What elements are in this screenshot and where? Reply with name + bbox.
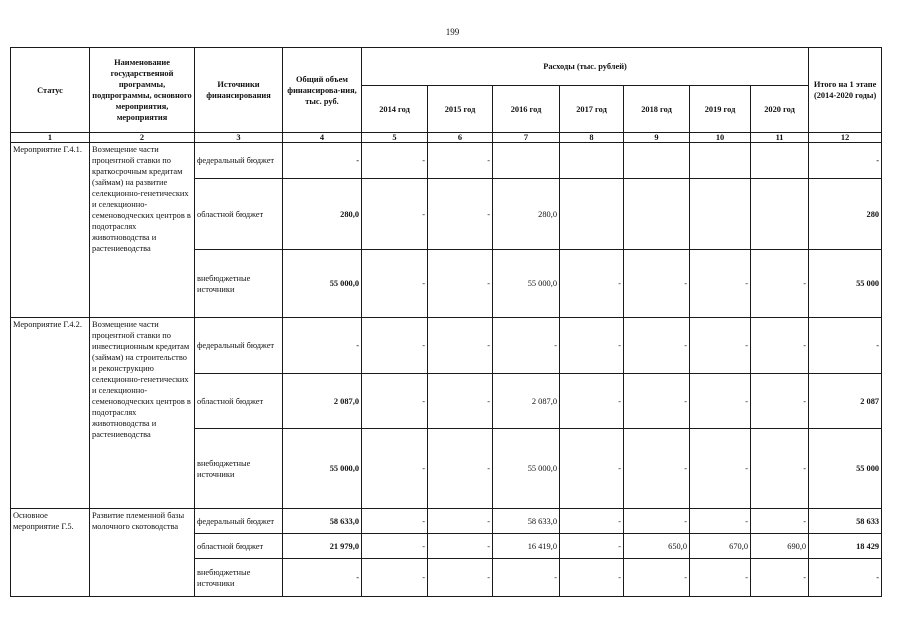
column-number: 5	[362, 133, 428, 143]
year-cell	[493, 143, 560, 179]
year-cell: -	[560, 250, 624, 318]
source-cell: федеральный бюджет	[195, 318, 283, 374]
column-number: 2	[90, 133, 195, 143]
year-cell: 55 000,0	[493, 429, 560, 509]
year-cell: -	[624, 250, 690, 318]
stage-total-cell: 55 000	[809, 429, 882, 509]
table-row	[11, 143, 882, 179]
year-cell: 16 419,0	[493, 534, 560, 559]
header-year: 2014 год	[362, 86, 428, 133]
header-year: 2020 год	[751, 86, 809, 133]
year-cell: -	[624, 429, 690, 509]
year-cell: -	[428, 318, 493, 374]
year-cell	[751, 143, 809, 179]
year-cell	[690, 179, 751, 250]
year-cell: -	[362, 250, 428, 318]
source-cell: областной бюджет	[195, 179, 283, 250]
year-cell: 55 000,0	[493, 250, 560, 318]
status-cell: Основное мероприятие Г.5.	[11, 509, 90, 597]
source-cell: федеральный бюджет	[195, 509, 283, 534]
name-cell: Развитие племенной базы молочного скотоводства	[90, 509, 195, 597]
year-cell: -	[751, 250, 809, 318]
column-number: 10	[690, 133, 751, 143]
source-cell: внебюджетные источники	[195, 429, 283, 509]
column-number: 8	[560, 133, 624, 143]
header-year: 2016 год	[493, 86, 560, 133]
total-cell: 2 087,0	[283, 374, 362, 429]
stage-total-cell: -	[809, 143, 882, 179]
header-year: 2019 год	[690, 86, 751, 133]
year-cell: -	[690, 318, 751, 374]
total-cell: -	[283, 559, 362, 597]
stage-total-cell: -	[809, 318, 882, 374]
year-cell: -	[690, 509, 751, 534]
year-cell: -	[362, 534, 428, 559]
year-cell: -	[751, 318, 809, 374]
year-cell: -	[624, 374, 690, 429]
column-number: 4	[283, 133, 362, 143]
year-cell: 280,0	[493, 179, 560, 250]
header-status: Статус	[11, 48, 90, 133]
year-cell: -	[560, 374, 624, 429]
header-sources: Источники финансирования	[195, 48, 283, 133]
year-cell	[624, 143, 690, 179]
total-cell: 280,0	[283, 179, 362, 250]
year-cell: -	[560, 559, 624, 597]
year-cell: -	[624, 559, 690, 597]
year-cell	[690, 143, 751, 179]
year-cell: -	[493, 318, 560, 374]
source-cell: внебюджетные источники	[195, 559, 283, 597]
header-year: 2018 год	[624, 86, 690, 133]
header-year: 2015 год	[428, 86, 493, 133]
year-cell: -	[428, 250, 493, 318]
total-cell: 58 633,0	[283, 509, 362, 534]
table-row	[11, 509, 882, 534]
header-name: Наименование государственной программы, подпрограммы, основного мероприятия, мероприятия	[90, 48, 195, 133]
stage-total-cell: 2 087	[809, 374, 882, 429]
total-cell: -	[283, 143, 362, 179]
year-cell	[560, 179, 624, 250]
source-cell: внебюджетные источники	[195, 250, 283, 318]
budget-table	[10, 47, 882, 597]
stage-total-cell: 18 429	[809, 534, 882, 559]
year-cell: -	[690, 559, 751, 597]
year-cell: -	[690, 250, 751, 318]
column-number: 6	[428, 133, 493, 143]
year-cell: -	[624, 509, 690, 534]
year-cell: 2 087,0	[493, 374, 560, 429]
year-cell: -	[690, 429, 751, 509]
year-cell	[560, 143, 624, 179]
column-number: 12	[809, 133, 882, 143]
year-cell: -	[428, 534, 493, 559]
source-cell: областной бюджет	[195, 374, 283, 429]
column-number: 9	[624, 133, 690, 143]
year-cell: 670,0	[690, 534, 751, 559]
year-cell: -	[751, 559, 809, 597]
year-cell: -	[751, 374, 809, 429]
year-cell	[751, 179, 809, 250]
year-cell: 690,0	[751, 534, 809, 559]
year-cell: 58 633,0	[493, 509, 560, 534]
year-cell: -	[560, 509, 624, 534]
name-cell: Возмещение части процентной ставки по инвестиционным кредитам (займам) на строительство и реконструкцию селекционно-генетических и селекционно-семеноводческих центров в подотраслях животноводства и растениеводства	[90, 318, 195, 509]
page-number: 199	[445, 27, 460, 37]
year-cell: -	[560, 429, 624, 509]
stage-total-cell: 55 000	[809, 250, 882, 318]
source-cell: областной бюджет	[195, 534, 283, 559]
status-cell: Мероприятие Г.4.1.	[11, 143, 90, 318]
year-cell: -	[751, 429, 809, 509]
year-cell: -	[428, 143, 493, 179]
header-year: 2017 год	[560, 86, 624, 133]
header-row-1	[11, 48, 882, 86]
header-total: Общий объем финансирова-ния, тыс. руб.	[283, 48, 362, 133]
year-cell: -	[362, 559, 428, 597]
year-cell: -	[751, 509, 809, 534]
header-stage-total: Итого на 1 этапе (2014-2020 годы)	[809, 48, 882, 133]
year-cell: -	[428, 559, 493, 597]
column-numbers-row	[11, 133, 882, 143]
year-cell: -	[428, 374, 493, 429]
year-cell: -	[362, 143, 428, 179]
total-cell: -	[283, 318, 362, 374]
year-cell: -	[362, 509, 428, 534]
column-number: 11	[751, 133, 809, 143]
stage-total-cell: 58 633	[809, 509, 882, 534]
year-cell: -	[362, 374, 428, 429]
total-cell: 55 000,0	[283, 429, 362, 509]
year-cell: -	[428, 429, 493, 509]
column-number: 7	[493, 133, 560, 143]
header-expenses: Расходы (тыс. рублей)	[362, 48, 809, 86]
total-cell: 55 000,0	[283, 250, 362, 318]
year-cell: -	[362, 429, 428, 509]
year-cell: -	[624, 318, 690, 374]
column-number: 1	[11, 133, 90, 143]
stage-total-cell: -	[809, 559, 882, 597]
column-number: 3	[195, 133, 283, 143]
year-cell: -	[690, 374, 751, 429]
source-cell: федеральный бюджет	[195, 143, 283, 179]
status-cell: Мероприятие Г.4.2.	[11, 318, 90, 509]
year-cell: -	[560, 318, 624, 374]
year-cell: 650,0	[624, 534, 690, 559]
table-row	[11, 318, 882, 374]
year-cell: -	[428, 179, 493, 250]
year-cell: -	[560, 534, 624, 559]
total-cell: 21 979,0	[283, 534, 362, 559]
year-cell: -	[428, 509, 493, 534]
year-cell: -	[362, 179, 428, 250]
name-cell: Возмещение части процентной ставки по краткосрочным кредитам (займам) на развитие селекционно-генетических и селекционно-семеноводческих центров в подотраслях животноводства и растениеводства	[90, 143, 195, 318]
stage-total-cell: 280	[809, 179, 882, 250]
year-cell: -	[362, 318, 428, 374]
year-cell	[624, 179, 690, 250]
year-cell: -	[493, 559, 560, 597]
